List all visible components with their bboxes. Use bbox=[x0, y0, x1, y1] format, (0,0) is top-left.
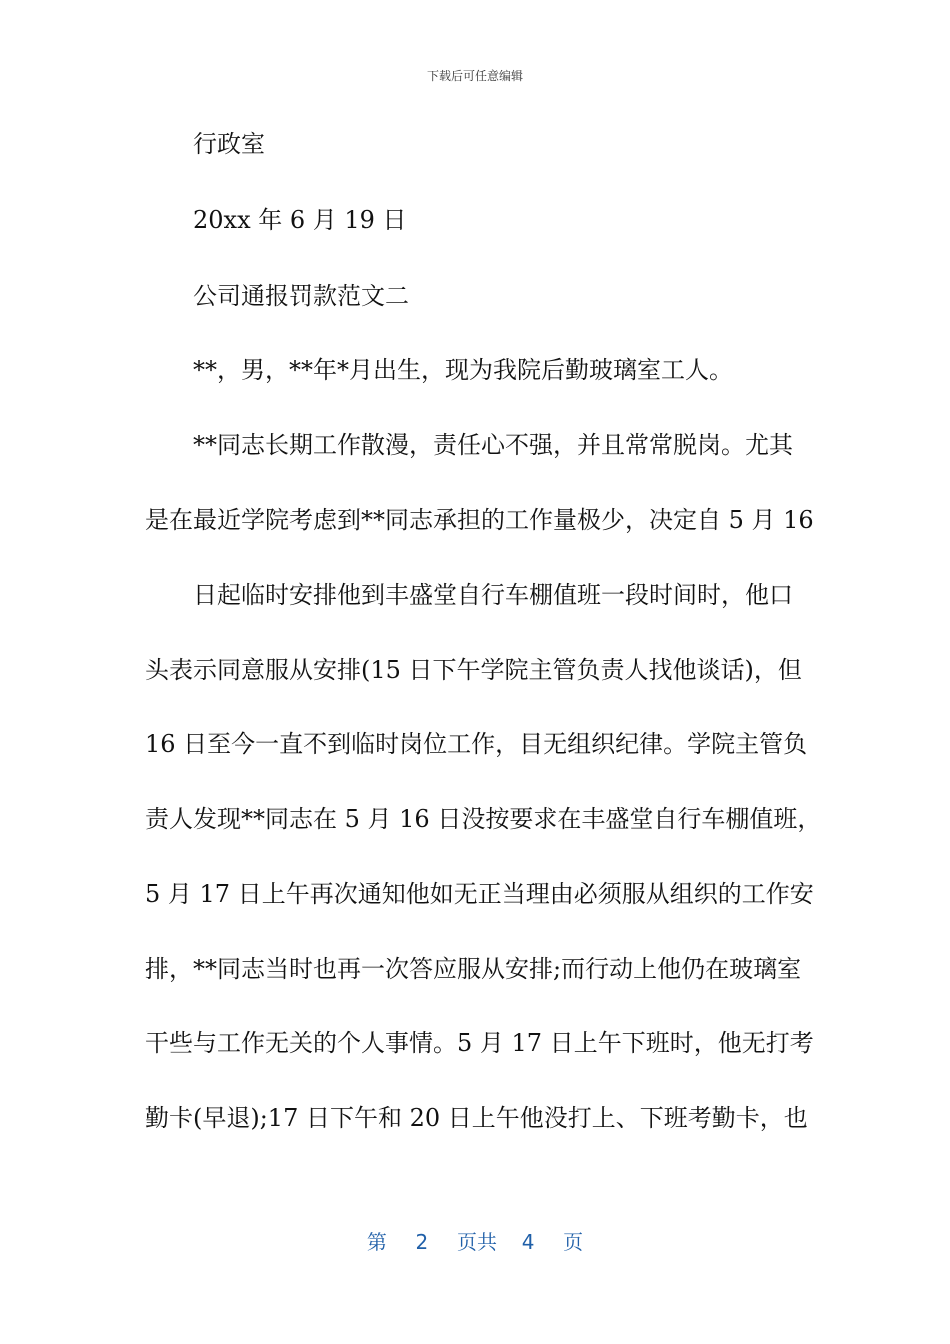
text-line: 行政室 bbox=[145, 130, 265, 158]
text-line: 日起临时安排他到丰盛堂自行车棚值班一段时间时，他口 bbox=[145, 581, 793, 609]
page-prefix: 第 bbox=[366, 1230, 387, 1254]
page-footer bbox=[0, 1226, 950, 1255]
text-line: 5 月 17 日上午再次通知他如无正当理由必须服从组织的工作安 bbox=[145, 880, 814, 908]
text-line: 公司通报罚款范文二 bbox=[145, 282, 409, 310]
page-number: 2 bbox=[415, 1230, 429, 1254]
text-line: 20xx 年 6 月 19 日 bbox=[145, 206, 407, 234]
text-line: 责人发现**同志在 5 月 16 日没按要求在丰盛堂自行车棚值班， bbox=[145, 805, 822, 833]
text-line: **，男，**年*月出生，现为我院后勤玻璃室工人。 bbox=[145, 356, 733, 384]
page-middle: 页共 bbox=[457, 1230, 497, 1254]
header-note: 下载后可任意编辑 bbox=[426, 69, 523, 83]
text-line: 干些与工作无关的个人事情。5 月 17 日上午下班时，他无打考 bbox=[145, 1029, 814, 1057]
text-line: **同志长期工作散漫，责任心不强，并且常常脱岗。尤其 bbox=[145, 431, 793, 459]
text-line: 是在最近学院考虑到**同志承担的工作量极少，决定自 5 月 16 bbox=[145, 506, 814, 534]
text-line: 16 日至今一直不到临时岗位工作，目无组织纪律。学院主管负 bbox=[145, 730, 808, 758]
text-line: 头表示同意服从安排(15 日下午学院主管负责人找他谈话)，但 bbox=[145, 656, 802, 684]
text-line: 排，**同志当时也再一次答应服从安排;而行动上他仍在玻璃室 bbox=[145, 955, 802, 983]
page-total: 4 bbox=[521, 1230, 535, 1254]
page-suffix: 页 bbox=[563, 1230, 584, 1254]
text-line: 勤卡(早退);17 日下午和 20 日上午他没打上、下班考勤卡，也 bbox=[145, 1104, 808, 1132]
